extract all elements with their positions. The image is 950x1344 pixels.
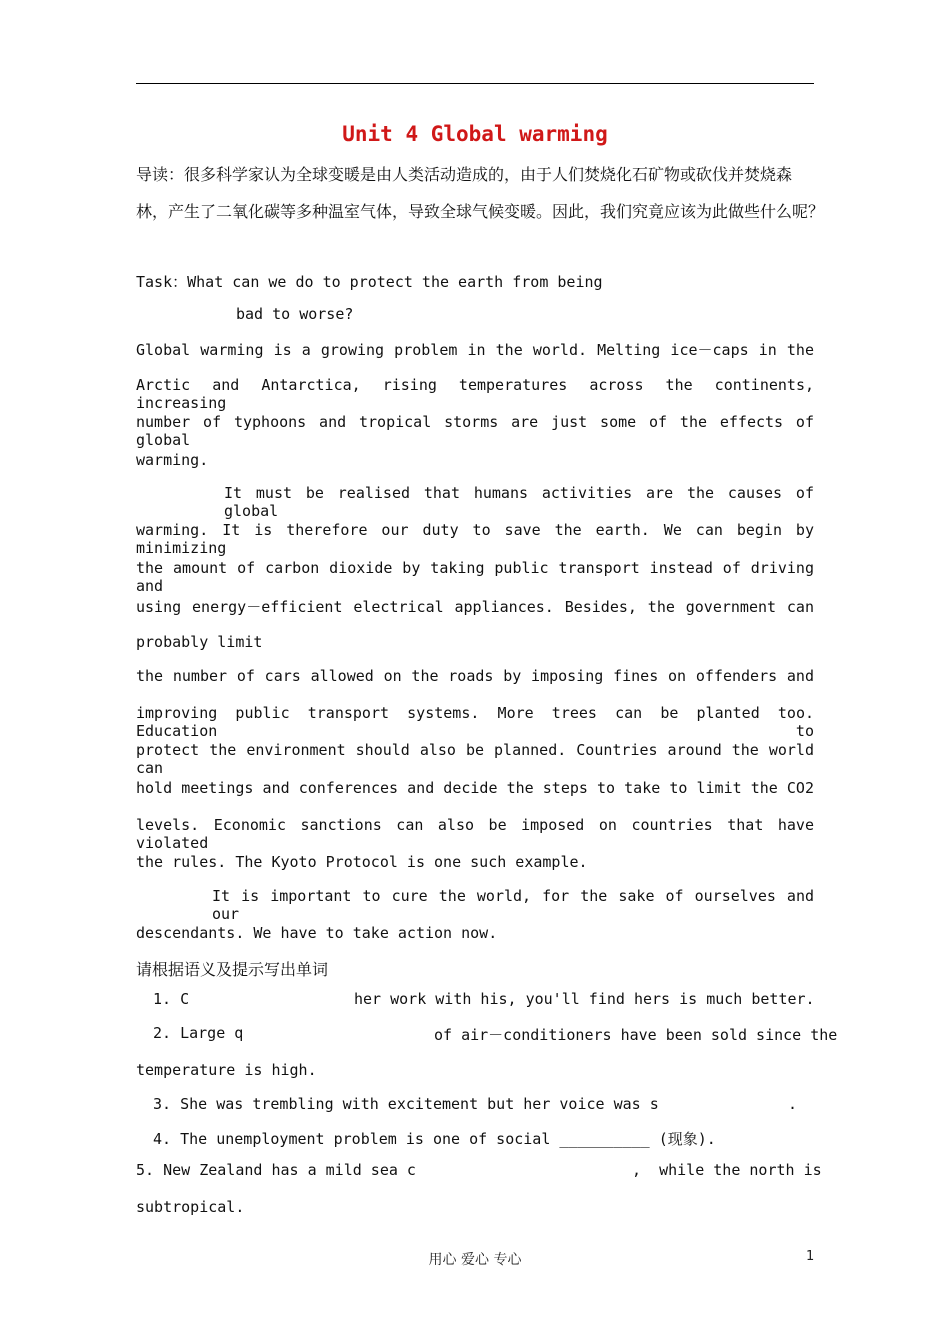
exercise-3-end: . bbox=[788, 1095, 798, 1113]
page-title: Unit 4 Global warming bbox=[342, 122, 608, 146]
para1-line: warming. bbox=[136, 451, 209, 469]
exercise-5-prompt: 5. New Zealand has a mild sea c bbox=[136, 1161, 416, 1179]
para2-line: warming. It is therefore our duty to save the earth. We can begin by minimizing bbox=[136, 521, 814, 557]
para1-line: Global warming is a growing problem in the world. Melting ice－caps in the bbox=[136, 341, 814, 359]
para2-line: improving public transport systems. More trees can be planted too. Education to bbox=[136, 704, 814, 740]
para2-line: protect the environment should also be planned. Countries around the world can bbox=[136, 741, 814, 777]
exercise-1-prompt: 1. C bbox=[153, 990, 190, 1008]
exercise-3-prompt: 3. She was trembling with excitement but her voice was s bbox=[153, 1095, 659, 1113]
exercise-4: 4. The unemployment problem is one of social __________ (现象). bbox=[153, 1130, 716, 1148]
page-number: 1 bbox=[806, 1249, 815, 1264]
footer-motto: 用心 爱心 专心 bbox=[428, 1252, 522, 1268]
intro-line-1: 导读：很多科学家认为全球变暖是由人类活动造成的，由于人们焚烧化石矿物或砍伐并焚烧森 bbox=[136, 165, 793, 184]
header-rule bbox=[136, 83, 814, 84]
para2-line: the rules. The Kyoto Protocol is one such example. bbox=[136, 853, 588, 871]
exercise-1-rest: her work with his, you'll find hers is much better. bbox=[354, 990, 815, 1008]
para2-line: using energy－efficient electrical appliances. Besides, the government can bbox=[136, 598, 814, 616]
exercise-5-rest: , while the north is bbox=[632, 1161, 822, 1179]
para3-line: descendants. We have to take action now. bbox=[136, 924, 498, 942]
exercise-5-continued: subtropical. bbox=[136, 1198, 245, 1216]
para2-line: It must be realised that humans activities are the causes of global bbox=[224, 484, 814, 520]
exercise-heading: 请根据语义及提示写出单词 bbox=[136, 960, 329, 979]
para2-line: the number of cars allowed on the roads by imposing fines on offenders and bbox=[136, 667, 814, 685]
para1-line: number of typhoons and tropical storms are just some of the effects of global bbox=[136, 413, 814, 449]
para3-line: It is important to cure the world, for the sake of ourselves and our bbox=[212, 887, 814, 923]
task-line-2: bad to worse? bbox=[236, 305, 354, 323]
task-line-1: Task：What can we do to protect the earth from being bbox=[136, 273, 603, 291]
para2-line: levels. Economic sanctions can also be imposed on countries that have violated bbox=[136, 816, 814, 852]
para2-line: the amount of carbon dioxide by taking public transport instead of driving and bbox=[136, 559, 814, 595]
para1-line: Arctic and Antarctica, rising temperatures across the continents, increasing bbox=[136, 376, 814, 412]
intro-line-2: 林，产生了二氧化碳等多种温室气体，导致全球气候变暖。因此，我们究竟应该为此做些什么呢？ bbox=[136, 202, 825, 221]
exercise-2-rest: of air－conditioners have been sold since the bbox=[434, 1026, 838, 1044]
para2-line: hold meetings and conferences and decide the steps to take to limit the CO2 bbox=[136, 779, 814, 797]
exercise-2-prompt: 2. Large q bbox=[153, 1024, 244, 1042]
exercise-2-continued: temperature is high. bbox=[136, 1061, 317, 1079]
para2-line: probably limit bbox=[136, 633, 263, 651]
